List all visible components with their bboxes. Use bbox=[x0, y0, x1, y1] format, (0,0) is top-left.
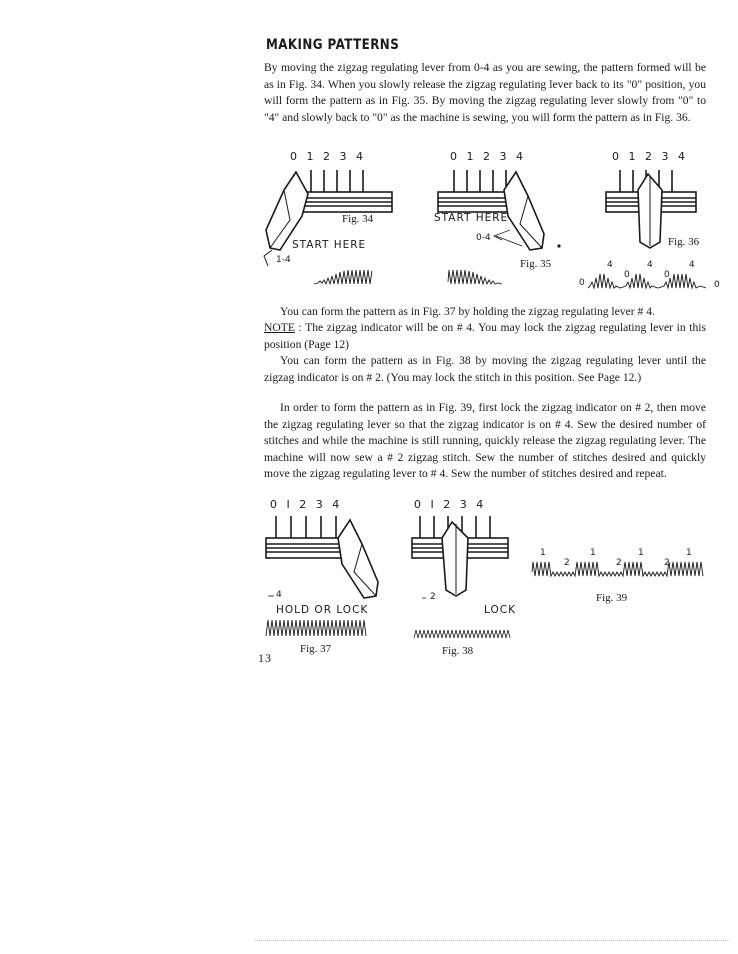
figure-caption: Fig. 39 bbox=[596, 592, 628, 604]
note-label: NOTE bbox=[264, 321, 295, 334]
figure-38 bbox=[408, 498, 528, 668]
bottom-rule bbox=[255, 940, 730, 941]
stitch-pattern bbox=[530, 548, 710, 618]
pattern-label: 0 bbox=[624, 270, 630, 280]
pattern-label: 0 bbox=[664, 270, 670, 280]
stitch-pattern bbox=[576, 150, 726, 290]
figure-36 bbox=[576, 150, 726, 290]
zigzag-scale: 0 1 2 3 4 bbox=[290, 150, 363, 163]
start-here-label: START HERE bbox=[434, 212, 509, 224]
zigzag-lever-diagram bbox=[262, 498, 402, 668]
range-label: 0-4 bbox=[476, 233, 491, 243]
pattern-label: 0 bbox=[714, 280, 720, 290]
pattern-label: 1 bbox=[686, 548, 692, 558]
zigzag-scale: 0 1 2 3 4 bbox=[612, 150, 685, 163]
fig39-paragraph: In order to form the pattern as in Fig. 39, first lock the zigzag indicator on # 2, then move the zigzag regulating lever so that the zigzag indicator is on # 4. Sew the desired number of stitches and while the machine is still running, quickly release the zigzag regulating lever. The machine will now sew a # 2 zigzag stitch. Sew the number of stitches desired and quickly move the zigzag regulating lever to # 4. Sew the number of stitches desired and repeat. bbox=[264, 401, 706, 481]
note-paragraph bbox=[264, 320, 706, 353]
figure-caption: Fig. 37 bbox=[300, 643, 332, 655]
figure-caption: Fig. 35 bbox=[520, 258, 552, 270]
figure-caption: Fig. 38 bbox=[442, 645, 474, 657]
figure-37 bbox=[262, 498, 402, 668]
pattern-label: 4 bbox=[689, 260, 695, 270]
pattern-label: 1 bbox=[638, 548, 644, 558]
zigzag-scale: 0 1 2 3 4 bbox=[450, 150, 523, 163]
pattern-label: 2 bbox=[616, 558, 622, 568]
zigzag-lever-diagram bbox=[408, 498, 528, 668]
zigzag-scale: 0 I 2 3 4 bbox=[270, 498, 340, 511]
pattern-label: 0 bbox=[579, 278, 585, 288]
stitch-pattern bbox=[262, 150, 392, 290]
note-text: : The zigzag indicator will be on # 4. You may lock the zigzag regulating lever in this position (Page 12) bbox=[264, 321, 706, 351]
figure-caption: Fig. 36 bbox=[668, 236, 700, 248]
pattern-label: 2 bbox=[664, 558, 670, 568]
intro-paragraph: By moving the zigzag regulating lever from 0-4 as you are sewing, the pattern formed will be as in Fig. 34. When you slowly release the zigzag regulating lever back to its "0" position, you will form the pattern as in Fig. 35. By moving the zigzag regulating lever slowly from "0" to "4" and slowly back to "0" as the machine is sewing, you will form the pattern as in Fig. 36. bbox=[264, 61, 706, 124]
figure-34 bbox=[262, 150, 392, 290]
arrow-label: 4 bbox=[276, 590, 282, 600]
pattern-label: 4 bbox=[607, 260, 613, 270]
fig37-paragraph: You can form the pattern as in Fig. 37 by holding the zigzag regulating lever # 4. bbox=[280, 305, 655, 318]
hold-or-lock-label: HOLD OR LOCK bbox=[276, 604, 369, 616]
pattern-label: 2 bbox=[564, 558, 570, 568]
fig38-paragraph: You can form the pattern as in Fig. 38 by moving the zigzag regulating lever until the zigzag indicator is on # 2. (You may lock the stitch in this position. See Page 12.) bbox=[264, 354, 706, 384]
start-here-label: START HERE bbox=[292, 239, 367, 251]
lock-label: LOCK bbox=[484, 604, 516, 616]
zigzag-scale: 0 I 2 3 4 bbox=[414, 498, 484, 511]
figure-39 bbox=[530, 548, 710, 618]
figure-35 bbox=[432, 150, 572, 290]
pattern-label: 4 bbox=[647, 260, 653, 270]
figure-caption: Fig. 34 bbox=[342, 213, 374, 225]
arrow-label: 2 bbox=[430, 592, 436, 602]
pattern-label: 1 bbox=[540, 548, 546, 558]
page-number: 13 bbox=[258, 651, 272, 665]
pattern-label: 1 bbox=[590, 548, 596, 558]
range-label: 1-4 bbox=[276, 255, 291, 265]
page-title: MAKING PATTERNS bbox=[266, 37, 400, 53]
